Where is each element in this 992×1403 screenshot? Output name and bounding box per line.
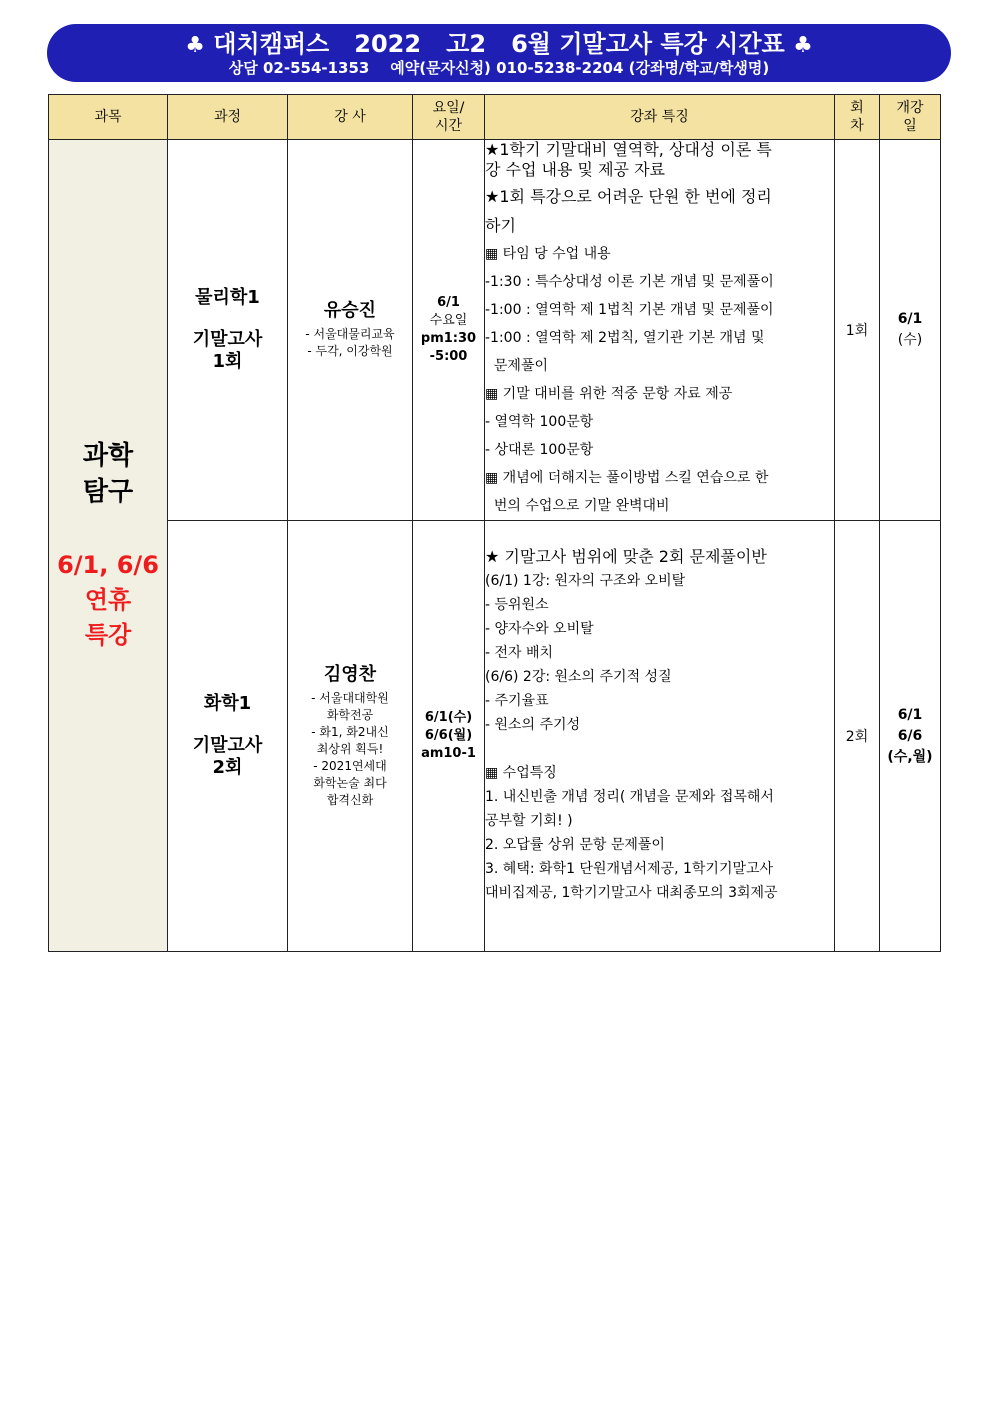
table-row (49, 521, 941, 952)
teacher-name: 김영찬 (323, 663, 377, 685)
open-date-cell: 6/1 (수) (880, 140, 941, 521)
course-cell: 물리학1 기말고사 1회 (168, 140, 288, 521)
header-count-label: 회 차 (850, 100, 864, 134)
header-row (49, 95, 941, 140)
title-banner (47, 24, 951, 82)
club-icon: ♣ (185, 33, 205, 58)
features-cell: ★1학기 기말대비 열역학, 상대성 이론 특 강 수업 내용 및 제공 자료 ★1회 특강으로 어려운 단원 한 번에 정리 하기 ▦ 타임 당 수업 내용 -1:30 : 특수상대성 이론 기본 개념 및 문제풀이 -1:00 : 열역학 제 1법칙 기본 개념 및 문제풀이 -1:00 : 열역학 제 2법칙, 열기관 기본 개념 및 문제풀이 ▦ 기말 대비를 위한 적중 문항 자료 제공 - 열역학 100문항 - 상대론 100문항 ▦ 개념에 더해지는 풀이방법 스킬 연습으로 한 번의 수업으로 기말 완벽대비 (485, 140, 835, 521)
header-open-label: 개강 일 (896, 100, 924, 134)
time-cell: 6/1(수) 6/6(월) am10-1 (413, 521, 485, 952)
time-cell: 6/1 수요일 pm1:30 -5:00 (413, 140, 485, 521)
header-time-label: 요일/ 시간 (432, 100, 465, 134)
session-count: 1회 (835, 140, 880, 521)
teacher-bio: - 서울대물리교육 - 두각, 이강학원 (305, 327, 395, 358)
teacher-bio: - 서울대대학원 화학전공 - 화1, 화2내신 최상위 획득! - 2021연세대 화학논술 최다 합격신화 (311, 690, 389, 807)
header-subject: 과목 (49, 95, 168, 140)
contact-info: 상담 02-554-1353 예약(문자신청) 010-5238-2204 (강좌명/학교/학생명) (228, 59, 770, 77)
subject-cell (49, 140, 168, 952)
header-open-date (880, 95, 941, 140)
features-cell: ★ 기말고사 범위에 맞춘 2회 문제풀이반 (6/1) 1강: 원자의 구조와 오비탈 - 등위원소 - 양자수와 오비탈 - 전자 배치 (6/6) 2강: 원소의 주기적 성질 - 주기율표 - 원소의 주기성 ▦ 수업특징 1. 내신빈출 개념 정리( 개념을 문제와 접목해서 공부할 기회! ) 2. 오답률 상위 문항 문제풀이 3. 혜택: 화학1 단원개념서제공, 1학기기말고사 대비집제공, 1학기기말고사 대최종모의 3회제공 (485, 521, 835, 952)
page-title: 대치캠퍼스 2022 고2 6월 기말고사 특강 시간표 (213, 30, 785, 58)
teacher-cell (288, 521, 413, 952)
special-notice: 6/1, 6/6 연휴 특강 (57, 551, 159, 649)
open-date-cell: 6/1 6/6 (수,월) (880, 521, 941, 952)
header-time (413, 95, 485, 140)
subject-name: 과학 탐구 (82, 441, 134, 507)
header-teacher: 강 사 (288, 95, 413, 140)
header-features: 강좌 특징 (485, 95, 835, 140)
header-course: 과정 (168, 95, 288, 140)
teacher-cell (288, 140, 413, 521)
session-count: 2회 (835, 521, 880, 952)
course-cell: 화학1 기말고사 2회 (168, 521, 288, 952)
teacher-name: 유승진 (323, 300, 377, 321)
club-icon: ♣ (793, 33, 813, 58)
header-count (835, 95, 880, 140)
schedule-table (48, 94, 941, 952)
table-row (49, 140, 941, 521)
